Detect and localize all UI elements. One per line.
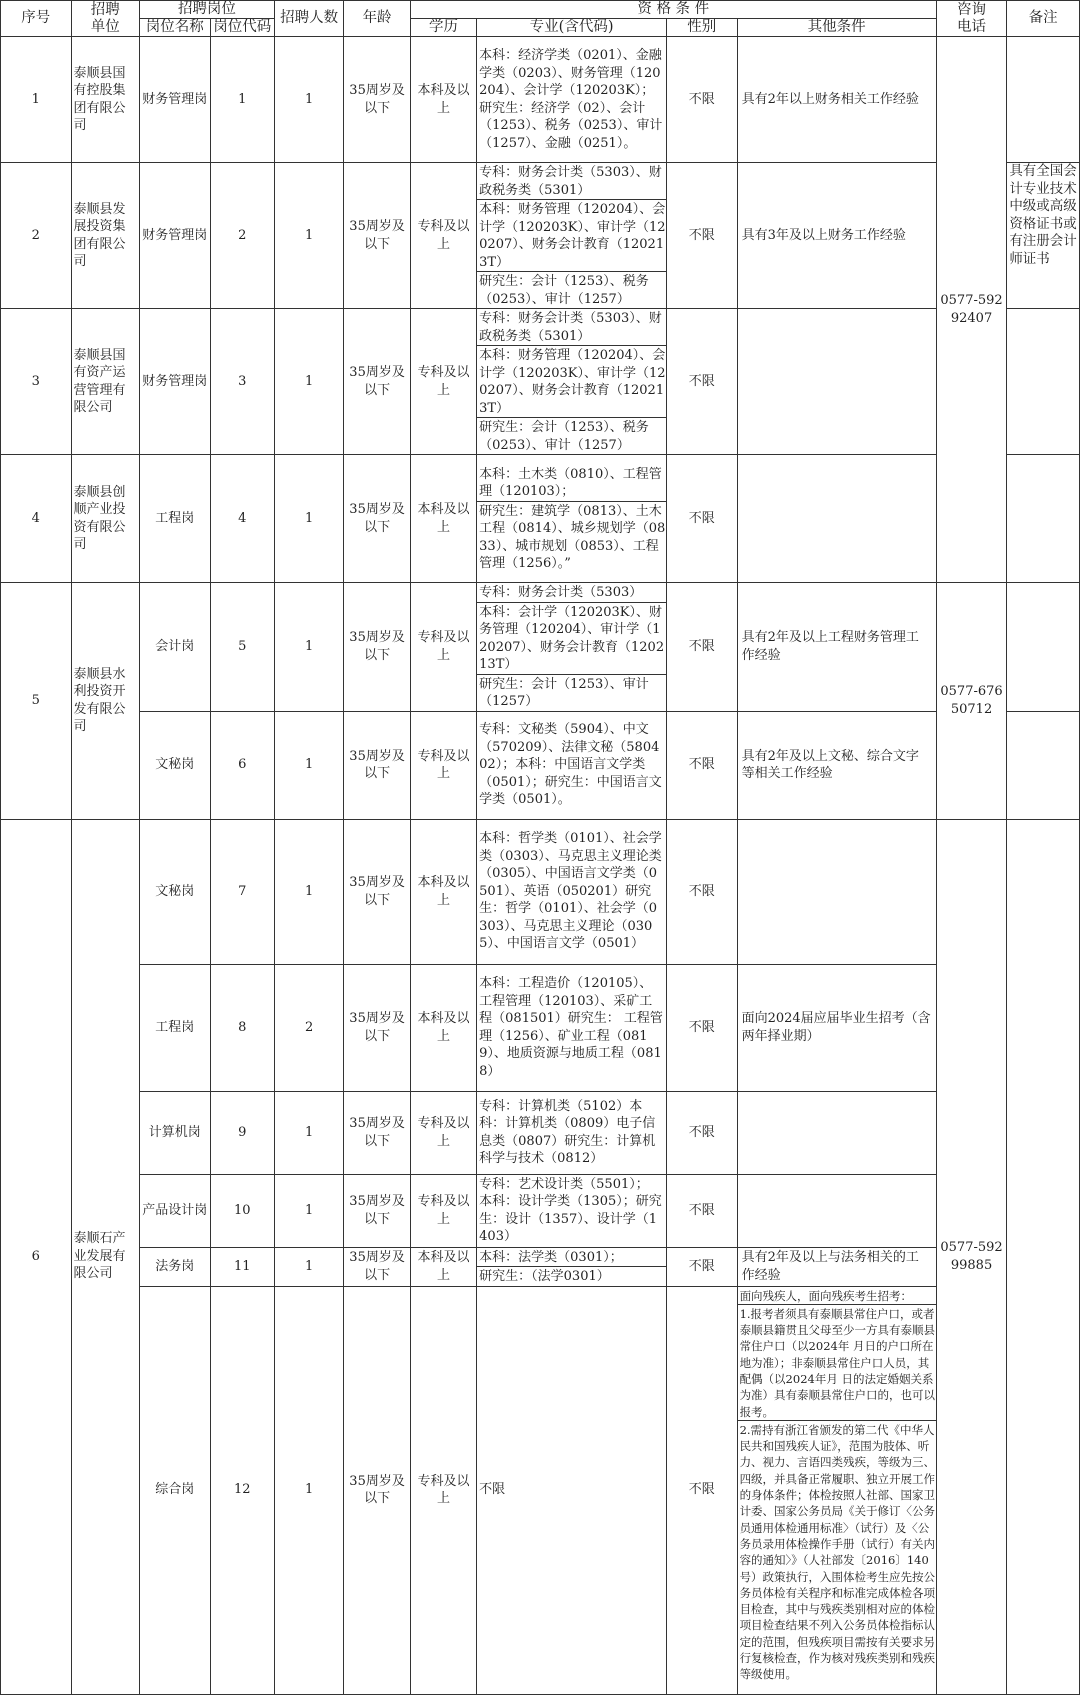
cell-phone: 0577-59299885 <box>936 819 1007 1694</box>
cell-education: 专科及以上 <box>410 711 476 819</box>
cell-gender: 不限 <box>667 1091 738 1174</box>
cell-education: 专科及以上 <box>410 583 476 712</box>
cell-seq: 3 <box>1 309 72 455</box>
cell-age: 35周岁及以下 <box>344 711 410 819</box>
cell-other: 面向2024届应届毕业生招考（含两年择业期） <box>737 964 936 1091</box>
cell-major <box>477 583 667 712</box>
cell-count: 1 <box>274 455 344 583</box>
cell-unit: 泰顺县发展投资集团有限公司 <box>71 163 139 309</box>
note-item: 1.报考者须具有泰顺县常住户口，或者泰顺县籍贯且父母至少一方具有泰顺县常住户口（以2024年 月日的户口所在地为准）；非泰顺县常住户口人员，其配偶（以2024年月 日的法定婚姻关系为准）具有泰顺县常住户口的，也可以报考。 <box>738 1305 936 1421</box>
cell-seq: 5 <box>1 583 72 820</box>
cell-count: 1 <box>274 1091 344 1174</box>
cell-gender: 不限 <box>667 1247 738 1286</box>
cell-seq: 2 <box>1 163 72 309</box>
cell-seq: 6 <box>1 819 72 1694</box>
cell-post-code: 7 <box>210 819 274 964</box>
cell-unit: 泰顺县国有控股集团有限公司 <box>71 37 139 163</box>
major-item: 专科：财务会计类（5303）、财政税务类（5301） <box>477 309 666 346</box>
table-row <box>1 1174 1080 1247</box>
table-row <box>1 1247 1080 1286</box>
cell-post-code: 4 <box>210 455 274 583</box>
cell-post-name: 财务管理岗 <box>140 163 211 309</box>
major-item: 研究生：会计（1253）、审计（1257） <box>479 676 649 709</box>
cell-major <box>477 819 667 964</box>
table-row <box>1 455 1080 583</box>
cell-count: 1 <box>274 1247 344 1286</box>
cell-other <box>737 819 936 964</box>
cell-remark <box>1007 583 1080 712</box>
cell-major <box>477 37 667 163</box>
major-item: 研究生：（法学0301） <box>479 1269 610 1284</box>
cell-post-code: 12 <box>210 1286 274 1694</box>
cell-post-name: 财务管理岗 <box>140 37 211 163</box>
major-item: 研究生：建筑学（0813）、土木工程（0814）、城乡规划学（0833）、城市规划（0853）、工程管理（1256）。” <box>479 503 666 571</box>
cell-count: 1 <box>274 163 344 309</box>
cell-gender: 不限 <box>667 964 738 1091</box>
cell-post-name: 计算机岗 <box>140 1091 211 1174</box>
cell-education: 本科及以上 <box>410 37 476 163</box>
header-phone: 咨询 电话 <box>936 1 1007 37</box>
major-item: 研究生：会计（1253）、税务（0253）、审计（1257） <box>479 274 649 307</box>
cell-post-name: 法务岗 <box>140 1247 211 1286</box>
major-item: 本科：经济学类（0201）、金融学类（0203）、财务管理（120204）、会计学（120203K）；研究生：经济学（02）、会计（1253）、税务（0253）、审计（1257）、金融（0251）。 <box>479 48 663 151</box>
cell-other: 具有2年及以上与法务相关的工作经验 <box>737 1247 936 1286</box>
cell-post-code: 11 <box>210 1247 274 1286</box>
cell-other <box>737 1286 936 1694</box>
major-item: 本科：财务管理（120204）、会计学（120203K）、审计学（120207）、财务会计教育（120213T） <box>477 200 666 272</box>
header-post-name: 岗位名称 <box>140 19 211 37</box>
cell-unit: 泰顺县创顺产业投资有限公司 <box>71 455 139 583</box>
cell-remark <box>1007 309 1080 455</box>
major-item: 专科：艺术设计类（5501）； 本科：设计学类（1305）；研究生：设计（1357）、设计学（1403） <box>479 1176 662 1244</box>
header-seq: 序号 <box>1 1 72 37</box>
cell-unit: 泰顺县国有资产运营管理有限公司 <box>71 309 139 455</box>
header-count: 招聘人数 <box>274 1 344 37</box>
cell-other <box>737 1174 936 1247</box>
cell-age: 35周岁及以下 <box>344 1174 410 1247</box>
cell-post-code: 2 <box>210 163 274 309</box>
cell-education: 专科及以上 <box>410 1286 476 1694</box>
cell-post-name: 工程岗 <box>140 455 211 583</box>
header-post-code: 岗位代码 <box>210 19 274 37</box>
cell-major <box>477 711 667 819</box>
cell-major <box>477 1174 667 1247</box>
major-item: 专科：文秘类（5904）、中文（570209）、法律文秘（580402）；本科：中国语言文学类（0501）；研究生：中国语言文学类（0501）。 <box>479 722 662 808</box>
major-item: 本科：财务管理（120204）、会计学（120203K）、审计学（120207）、财务会计教育（120213T） <box>477 346 666 418</box>
cell-count: 1 <box>274 711 344 819</box>
cell-age: 35周岁及以下 <box>344 964 410 1091</box>
cell-post-code: 8 <box>210 964 274 1091</box>
cell-other: 具有3年及以上财务工作经验 <box>737 163 936 309</box>
cell-major <box>477 163 667 309</box>
header-major: 专业(含代码) <box>477 19 667 37</box>
cell-education: 本科及以上 <box>410 1247 476 1286</box>
major-item: 本科：会计学（120203K）、财务管理（120204）、审计学（120207）、财务会计教育（120213T） <box>477 603 666 675</box>
cell-major <box>477 1286 667 1694</box>
cell-other: 具有2年及以上文秘、综合文字等相关工作经验 <box>737 711 936 819</box>
table-row <box>1 964 1080 1091</box>
cell-age: 35周岁及以下 <box>344 1091 410 1174</box>
cell-other <box>737 309 936 455</box>
cell-gender: 不限 <box>667 711 738 819</box>
header-post-group: 招聘岗位 <box>140 1 275 19</box>
cell-post-code: 5 <box>210 583 274 712</box>
table-row <box>1 1286 1080 1694</box>
cell-post-name: 财务管理岗 <box>140 309 211 455</box>
cell-post-code: 10 <box>210 1174 274 1247</box>
cell-education: 专科及以上 <box>410 1091 476 1174</box>
cell-age: 35周岁及以下 <box>344 37 410 163</box>
cell-count: 1 <box>274 1286 344 1694</box>
table-row <box>1 711 1080 819</box>
cell-education: 本科及以上 <box>410 455 476 583</box>
remark-note: 具有全国会计专业技术中级或高级资格证书或有注册会计师证书 <box>1009 163 1077 267</box>
table-row <box>1 583 1080 712</box>
header-unit: 招聘 单位 <box>71 1 139 37</box>
header-qualifications: 资 格 条 件 <box>410 1 936 19</box>
cell-count: 1 <box>274 37 344 163</box>
cell-gender: 不限 <box>667 163 738 309</box>
cell-age: 35周岁及以下 <box>344 309 410 455</box>
cell-remark <box>1007 711 1080 819</box>
cell-post-code: 1 <box>210 37 274 163</box>
note-heading: 面向残疾人，面向残疾考生招考： <box>738 1287 936 1305</box>
cell-unit: 泰顺石产业发展有限公司 <box>71 819 139 1694</box>
cell-major <box>477 1247 667 1286</box>
cell-count: 1 <box>274 1174 344 1247</box>
cell-post-name: 文秘岗 <box>140 711 211 819</box>
cell-age: 35周岁及以下 <box>344 163 410 309</box>
header-remark: 备注 <box>1007 1 1080 37</box>
cell-seq: 1 <box>1 37 72 163</box>
cell-remark <box>1007 819 1080 1694</box>
table-row <box>1 1091 1080 1174</box>
header-other: 其他条件 <box>737 19 936 37</box>
cell-other: 具有2年及以上工程财务管理工作经验 <box>737 583 936 712</box>
cell-post-name: 综合岗 <box>140 1286 211 1694</box>
table-row <box>1 309 1080 455</box>
major-item: 不限 <box>479 1482 506 1498</box>
major-item: 本科：法学类（0301）； <box>477 1248 666 1268</box>
cell-remark <box>1007 37 1080 163</box>
table-row <box>1 819 1080 964</box>
cell-phone: 0577-59292407 <box>936 37 1007 583</box>
major-item: 专科：计算机类（5102）本科：计算机类（0809）电子信息类（0807）研究生：计算机科学与技术（0812） <box>479 1098 656 1166</box>
cell-gender: 不限 <box>667 455 738 583</box>
cell-other: 具有2年以上财务相关工作经验 <box>737 37 936 163</box>
cell-major <box>477 964 667 1091</box>
cell-major <box>477 455 667 583</box>
cell-gender: 不限 <box>667 819 738 964</box>
cell-age: 35周岁及以下 <box>344 819 410 964</box>
cell-gender: 不限 <box>667 309 738 455</box>
header-education: 学历 <box>410 19 476 37</box>
cell-education: 专科及以上 <box>410 1174 476 1247</box>
cell-post-name: 会计岗 <box>140 583 211 712</box>
cell-education: 专科及以上 <box>410 309 476 455</box>
major-item: 本科：哲学类（0101）、社会学类（0303）、马克思主义理论类（0305）、中国语言文学类（0501）、英语（050201）研究生：哲学（0101）、社会学（0303）、马克思主义理论（0305）、中国语言文学（0501） <box>479 831 662 952</box>
major-item: 本科：土木类（0810）、工程管理（120103）； <box>477 465 666 502</box>
major-item: 专科：财务会计类（5303）、财政税务类（5301） <box>477 163 666 200</box>
cell-post-name: 文秘岗 <box>140 819 211 964</box>
cell-gender: 不限 <box>667 583 738 712</box>
cell-remark <box>1007 163 1080 309</box>
cell-education: 专科及以上 <box>410 163 476 309</box>
cell-count: 1 <box>274 309 344 455</box>
cell-post-code: 6 <box>210 711 274 819</box>
table-row <box>1 37 1080 163</box>
cell-other <box>737 1091 936 1174</box>
cell-major <box>477 309 667 455</box>
header-age: 年龄 <box>344 1 410 37</box>
cell-unit: 泰顺县水利投资开发有限公司 <box>71 583 139 820</box>
major-item: 本科：工程造价（120105）、工程管理（120103）、采矿工程（081501）研究生： 工程管理（1256）、矿业工程（0819）、地质资源与地质工程（0818） <box>479 976 663 1079</box>
cell-gender: 不限 <box>667 37 738 163</box>
table-row <box>1 163 1080 309</box>
cell-post-code: 3 <box>210 309 274 455</box>
cell-major <box>477 1091 667 1174</box>
cell-age: 35周岁及以下 <box>344 455 410 583</box>
cell-post-name: 产品设计岗 <box>140 1174 211 1247</box>
cell-other <box>737 455 936 583</box>
cell-gender: 不限 <box>667 1286 738 1694</box>
header-gender: 性别 <box>667 19 738 37</box>
cell-count: 1 <box>274 819 344 964</box>
cell-post-code: 9 <box>210 1091 274 1174</box>
cell-phone: 0577-67650712 <box>936 583 1007 820</box>
cell-post-name: 工程岗 <box>140 964 211 1091</box>
cell-education: 本科及以上 <box>410 819 476 964</box>
cell-age: 35周岁及以下 <box>344 1286 410 1694</box>
cell-education: 本科及以上 <box>410 964 476 1091</box>
cell-count: 1 <box>274 583 344 712</box>
note-item: 2.需持有浙江省颁发的第二代《中华人民共和国残疾人证》，范围为肢体、听力、视力、言语四类残疾，等级为三、四级，并具备正常履职、独立开展工作的身体条件；体检按照人社部、国家卫计委、国家公务员局《关于修订〈公务员通用体检通用标准〉（试行）及〈公务员录用体检操作手册（试行）有关内容的通知〉》（人社部发〔2016〕140号）政策执行，入围体检考生应先按公务员体检有关程序和标准完成体检各项目检查，其中与残疾类别相对应的体检项目检查结果不列入公务员体检指标认定的范围，但残疾项目需按有关要求另行复核检查，作为核对残疾类别和残疾等级使用。 <box>739 1422 936 1682</box>
cell-seq: 4 <box>1 455 72 583</box>
cell-gender: 不限 <box>667 1174 738 1247</box>
major-item: 研究生：会计（1253）、税务（0253）、审计（1257） <box>479 420 649 453</box>
cell-age: 35周岁及以下 <box>344 583 410 712</box>
cell-age: 35周岁及以下 <box>344 1247 410 1286</box>
cell-count: 2 <box>274 964 344 1091</box>
major-item: 专科：财务会计类（5303） <box>477 583 666 603</box>
cell-remark <box>1007 455 1080 583</box>
